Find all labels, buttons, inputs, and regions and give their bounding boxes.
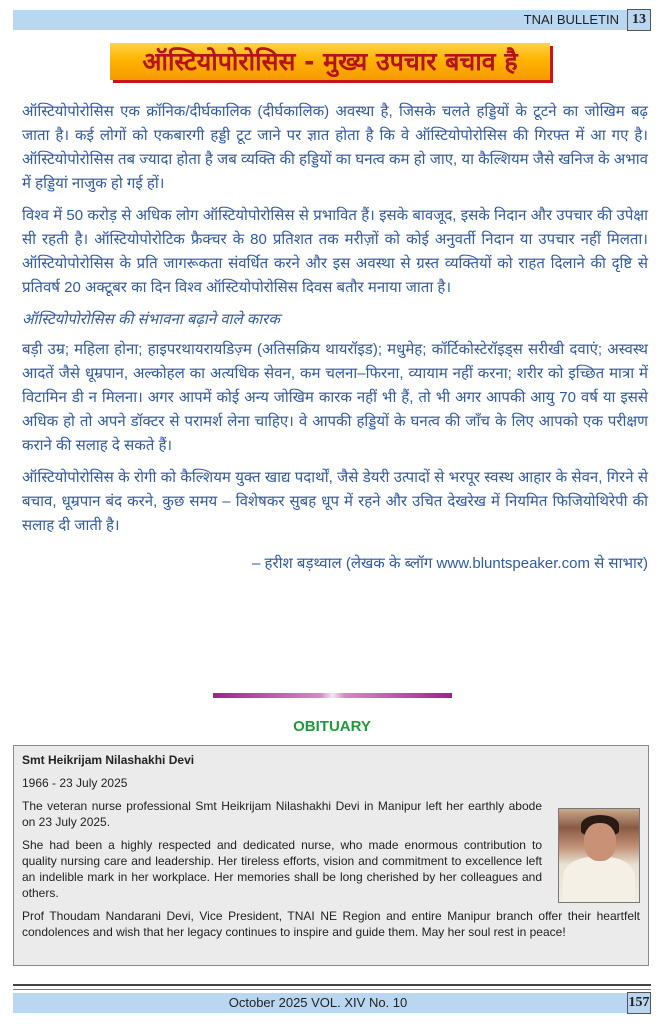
obituary-paragraph: The veteran nurse professional Smt Heikrijam Nilashakhi Devi in Manipur left her earthly abode on 23 July 2025.	[22, 799, 542, 829]
obituary-heading: OBITUARY	[293, 718, 371, 735]
obituary-paragraph: She had been a highly respected and dedicated nurse, who made enormous contribution to quality nursing care and leadership. Her tireless efforts, vision and commitment to excellence left an indelible mark in her workplace. Her memories shall be long cherished by her colleagues and others.	[22, 838, 542, 900]
obituary-portrait-photo	[558, 808, 640, 903]
subheading: ऑस्टियोपोरोसिस की संभावना बढ़ाने वाले कारक	[22, 311, 280, 328]
issue-info: October 2025 VOL. XIV No. 10	[228, 995, 408, 1010]
attribution	[22, 552, 648, 576]
article-title-banner	[110, 43, 550, 80]
header-band	[13, 10, 651, 30]
paragraph: बड़ी उम्र; महिला होना; हाइपरथायरायडिज़्म (अतिसक्रिय थायरॉइड); मधुमेह; कॉर्टिकोस्टेरॉइड्स सरीखी दवाएं; अस्वस्थ आदतें जैसे धूम्रपान, अल्कोहल का अत्यधिक सेवन, कम चलना–फिरना, व्यायाम नहीं करना; शरीर को इच्छित मात्रा में विटामिन डी न मिलना। अगर आपमें कोई अन्य जोखिम कारक नहीं भी हैं, तो भी अगर आपकी आयु 70 वर्ष या इससे अधिक हो तो अपने डॉक्टर से परामर्श लेना चाहिए। वे आपकी हड्डियों के घनत्व की जाँच के लिए आपको एक परीक्षण कराने की सलाह दे सकते हैं।	[22, 341, 648, 454]
obituary-dates: 1966 - 23 July 2025	[22, 776, 128, 790]
obituary-paragraph: Prof Thoudam Nandarani Devi, Vice President, TNAI NE Region and entire Manipur branch offer their heartfelt condolences and wish that her legacy continues to inspire and guide them. May her soul rest in peace!	[22, 909, 640, 939]
obituary-name: Smt Heikrijam Nilashakhi Devi	[22, 753, 195, 767]
obituary-box	[13, 745, 649, 966]
photo-shawl	[563, 857, 635, 903]
paragraph: विश्व में 50 करोड़ से अधिक लोग ऑस्टियोपोरोसिस से प्रभावित हैं। इसके बावजूद, इसके निदान और उपचार की उपेक्षा सी रहती है। ऑस्टियोपोरोटिक फ्रैक्चर के 80 प्रतिशत तक मरीज़ों को कोई अनुवर्ती निदान या उपचार नहीं मिलता। ऑस्टियोपोरोसिस के प्रति जागरूकता संवर्धित करने और इस अवस्था से ग्रस्त व्यक्तियों को राहत दिलाने की दृष्टि से प्रतिवर्ष 20 अक्टूबर का दिन विश्व ऑस्टियोपोरोसिस दिवस बतौर मनाया जाता है।	[22, 207, 648, 296]
page-number: 157	[627, 992, 651, 1014]
section-divider	[213, 693, 452, 698]
article-title: ऑस्टियोपोरोसिस - मुख्य उपचार बचाव है	[142, 47, 518, 76]
footer-rule	[13, 984, 651, 990]
attribution-suffix: से साभार)	[589, 555, 648, 572]
section-page-number: 13	[627, 9, 651, 31]
attribution-prefix: – हरीश बड़थ्वाल (लेखक के ब्लॉग	[252, 555, 437, 572]
article-body	[22, 100, 648, 584]
photo-face	[584, 823, 616, 861]
blog-link[interactable]: www.bluntspeaker.com	[436, 555, 590, 572]
publication-name: TNAI BULLETIN	[523, 12, 619, 27]
paragraph: ऑस्टियोपोरोसिस एक क्रॉनिक/दीर्घकालिक (दीर्घकालिक) अवस्था है, जिसके चलते हड्डियों के टूटने का जोखिम बढ़ जाता है। कई लोगों को एकबारगी हड्डी टूट जाने पर ज्ञात होता है कि वे ऑस्टियोपोरोसिस की गिरफ्त में आ गए है। ऑस्टियोपोरोसिस तब ज्यादा होता है जब व्यक्ति की हड्डियों का घनत्व कम हो जाए, या कैल्शियम जैसे खनिज के अभाव में हड्डियां नाजुक हो गई हों।	[22, 103, 648, 192]
paragraph: ऑस्टियोपोरोसिस के रोगी को कैल्शियम युक्त खाद्य पदार्थों, जैसे डेयरी उत्पादों से भरपूर स्वस्थ आहार के सेवन, गिरने से बचाव, धूम्रपान बंद करने, कुछ समय – विशेषकर सुबह धूप में रहने और उचित देखरेख में नियमित फिजियोथिरेपी की सलाह दी जाती है।	[22, 469, 648, 534]
footer-band	[13, 993, 651, 1013]
